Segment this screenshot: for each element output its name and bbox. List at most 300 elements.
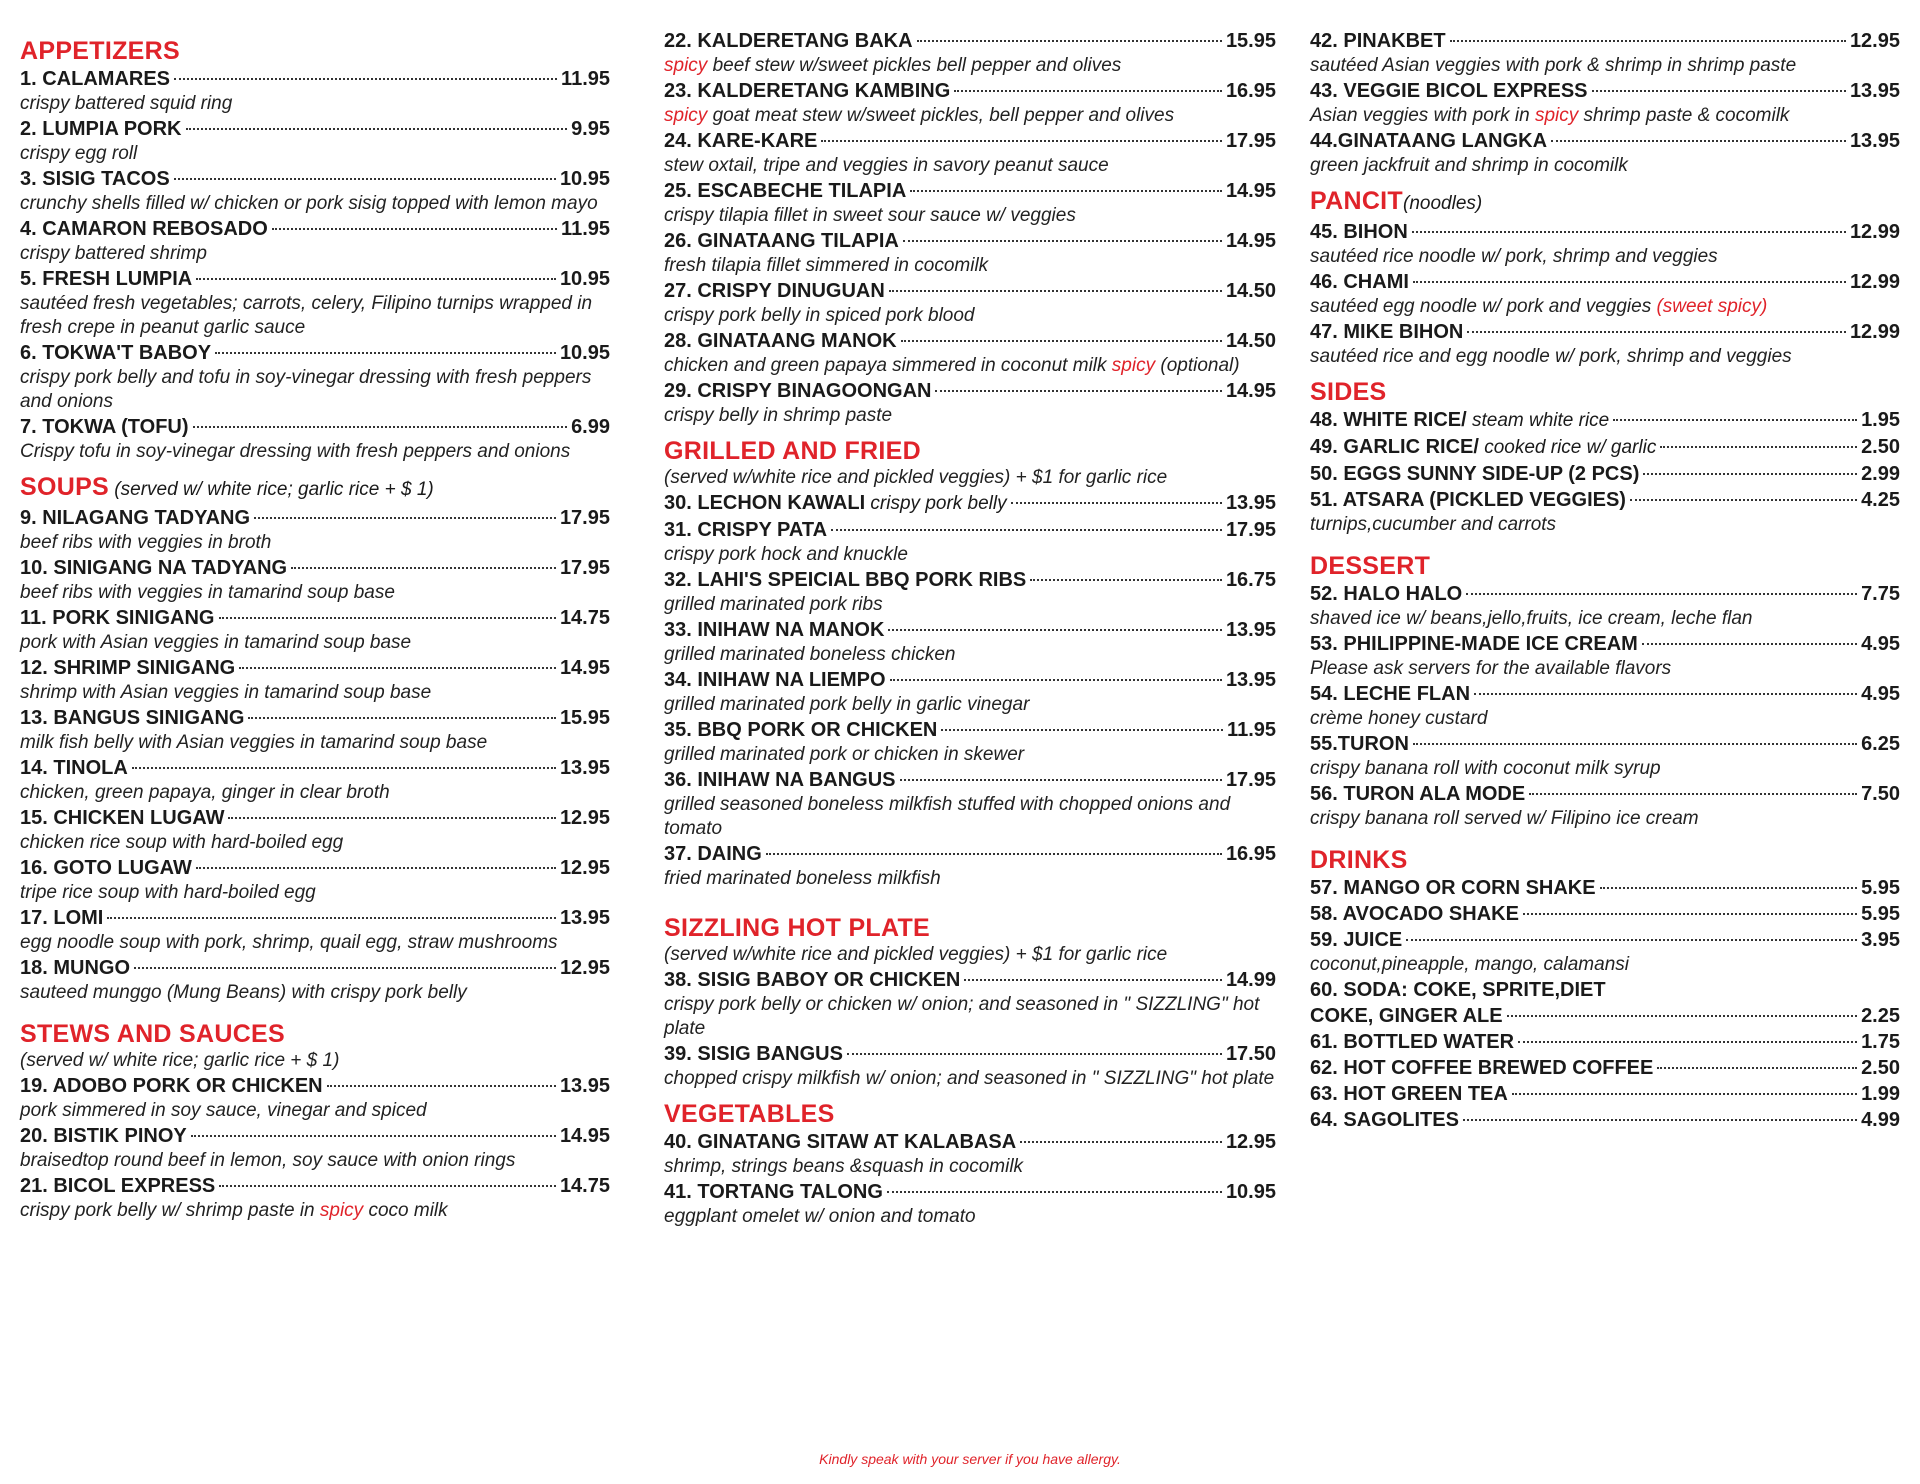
menu-section (20, 36, 610, 464)
menu-item-row (1310, 407, 1900, 434)
menu-item (20, 505, 610, 555)
menu-item-description: turnips,cucumber and carrots (1310, 514, 1557, 535)
menu-item (20, 755, 610, 805)
menu-item-description: stew oxtail, tripe and veggies in savory peanut sauce (664, 155, 1109, 176)
menu-item-row (1310, 781, 1900, 807)
menu-item-row (664, 567, 1276, 593)
menu-item-price: 12.95 (1849, 30, 1900, 52)
menu-item-description (1310, 295, 1900, 319)
menu-item-inline-desc: crispy pork belly (865, 493, 1007, 514)
dot-leader (910, 190, 1222, 192)
menu-item-description: chicken, green papaya, ginger in clear broth (20, 782, 390, 803)
menu-item-description: chopped crispy milkfish w/ onion; and seasoned in " SIZZLING" hot plate (664, 1068, 1275, 1089)
menu-item (664, 967, 1276, 1041)
menu-item-name-text: 24. KARE-KARE (664, 130, 818, 152)
section-title-text: APPETIZERS (20, 37, 180, 65)
menu-item-name-text: 47. MIKE BIHON (1310, 321, 1464, 343)
menu-item-row (20, 1073, 610, 1099)
menu-item-inline-desc: steam white rice (1466, 410, 1610, 431)
menu-item-name (1310, 407, 1609, 434)
menu-item (664, 717, 1276, 767)
menu-item-name (1310, 128, 1547, 154)
menu-item-price: 14.50 (1225, 280, 1276, 302)
menu-item-name-text: 14. TINOLA (20, 757, 128, 779)
menu-item-row (1310, 631, 1900, 657)
menu-item-row (664, 841, 1276, 867)
dot-leader (889, 290, 1222, 292)
menu-item-row (1310, 901, 1900, 927)
menu-item (1310, 219, 1900, 269)
dot-leader (239, 667, 556, 669)
dot-leader (174, 178, 556, 180)
menu-item-price: 14.50 (1225, 330, 1276, 352)
menu-item-name (20, 505, 250, 531)
menu-item-name-text: 25. ESCABECHE TILAPIA (664, 180, 907, 202)
dot-leader (847, 1053, 1222, 1055)
section-subtitle: (served w/ white rice; garlic rice + $ 1) (109, 479, 434, 500)
dot-leader (196, 867, 556, 869)
menu-item-row (1310, 461, 1900, 487)
menu-item-name (1310, 1055, 1653, 1081)
dot-leader (1551, 140, 1846, 142)
description-text: coco milk (363, 1200, 448, 1221)
menu-item-price: 14.95 (559, 657, 610, 679)
menu-item-name (20, 1073, 323, 1099)
menu-item-name (664, 517, 827, 543)
menu-item-name (1310, 927, 1402, 953)
section-note: (served w/white rice and pickled veggies) + $1 for garlic rice (664, 467, 1168, 488)
menu-section (1310, 28, 1900, 178)
menu-item (1310, 927, 1900, 977)
menu-item-name (20, 414, 189, 440)
menu-item (20, 216, 610, 266)
menu-item-row (664, 278, 1276, 304)
menu-item-price: 13.95 (1225, 669, 1276, 691)
menu-item-name (664, 128, 817, 154)
dot-leader (1630, 499, 1857, 501)
dot-leader (193, 426, 568, 428)
description-text: (optional) (1155, 355, 1240, 376)
menu-item-name (1310, 269, 1409, 295)
menu-item-description: grilled seasoned boneless milkfish stuffed with chopped onions and tomato (664, 794, 1231, 839)
section-title (20, 36, 610, 66)
menu-item-name-text: 29. CRISPY BINAGOONGAN (664, 380, 932, 402)
menu-item (1310, 1081, 1900, 1107)
menu-item-price: 13.95 (1225, 492, 1276, 514)
menu-item-description: crispy battered squid ring (20, 93, 233, 114)
section-title (1310, 377, 1900, 407)
menu-item-description: Please ask servers for the available flavors (1310, 658, 1672, 679)
menu-item-name (664, 967, 960, 993)
menu-item-price: 15.95 (559, 707, 610, 729)
menu-item-name-text: 39. SISIG BANGUS (664, 1043, 843, 1065)
section-title-text: SIDES (1310, 378, 1387, 406)
menu-item (664, 28, 1276, 78)
menu-item-price: 6.25 (1861, 733, 1900, 755)
menu-item-row (664, 617, 1276, 643)
menu-item-price: 16.95 (1225, 80, 1276, 102)
menu-item-name-text: 15. CHICKEN LUGAW (20, 807, 225, 829)
menu-item-description: shaved ice w/ beans,jello,fruits, ice cream, leche flan (1310, 608, 1753, 629)
description-text: goat meat stew w/sweet pickles, bell pepper and olives (707, 105, 1175, 126)
menu-item (664, 78, 1276, 128)
menu-item-name-text: 62. HOT COFFEE BREWED COFFEE (1310, 1057, 1654, 1079)
menu-item-price: 10.95 (559, 168, 610, 190)
menu-item-price: 4.95 (1861, 683, 1900, 705)
dot-leader (1523, 913, 1857, 915)
menu-item-price: 13.95 (559, 907, 610, 929)
menu-item-row (664, 967, 1276, 993)
menu-item-row (1310, 269, 1900, 295)
menu-item-name-text: 28. GINATAANG MANOK (664, 330, 897, 352)
menu-item-price: 13.95 (1225, 619, 1276, 641)
menu-item-row (20, 955, 610, 981)
menu-item-description: crispy belly in shrimp paste (664, 405, 893, 426)
menu-item-price: 14.75 (559, 607, 610, 629)
menu-item-row (1310, 1055, 1900, 1081)
dot-leader (901, 340, 1222, 342)
menu-item-row (1310, 219, 1900, 245)
menu-item-name (1310, 1003, 1503, 1029)
menu-item-name-text: 52. HALO HALO (1310, 583, 1463, 605)
menu-item (1310, 434, 1900, 461)
menu-item-row (664, 28, 1276, 54)
dot-leader (1507, 1015, 1857, 1017)
menu-item-price: 14.95 (559, 1125, 610, 1147)
menu-item-name (20, 1123, 187, 1149)
menu-item-name (664, 378, 931, 404)
section-title-text: SOUPS (20, 473, 110, 501)
menu-item-row (20, 805, 610, 831)
menu-item-description: pork simmered in soy sauce, vinegar and spiced (20, 1100, 427, 1121)
menu-item (1310, 875, 1900, 901)
dot-leader (1463, 1119, 1857, 1121)
menu-item-price: 12.99 (1849, 221, 1900, 243)
menu-item-row (1310, 487, 1900, 513)
dot-leader (272, 228, 557, 230)
menu-item-description: sautéed fresh vegetables; carrots, celery, Filipino turnips wrapped in fresh crepe in peanut garlic sauce (20, 293, 593, 338)
menu-item-row (664, 517, 1276, 543)
menu-item-price: 4.95 (1861, 633, 1900, 655)
menu-item-price: 9.95 (571, 118, 610, 140)
menu-item (20, 605, 610, 655)
menu-item-price: 17.50 (1225, 1043, 1276, 1065)
menu-item (20, 66, 610, 116)
menu-item-description: sautéed Asian veggies with pork & shrimp in shrimp paste (1310, 55, 1797, 76)
dot-leader (291, 567, 556, 569)
section-title-text: STEWS AND SAUCES (20, 1020, 286, 1048)
menu-item-description: sautéed rice noodle w/ pork, shrimp and veggies (1310, 246, 1718, 267)
menu-item (664, 1129, 1276, 1179)
menu-item-name-line: 60. SODA: COKE, SPRITE,DIET (1310, 979, 1606, 1001)
menu-section (664, 436, 1276, 891)
menu-item-description (664, 354, 1276, 378)
menu-item (664, 278, 1276, 328)
spicy-label: spicy (1534, 105, 1579, 126)
menu-item-name (1310, 461, 1639, 487)
menu-item-price: 1.75 (1861, 1031, 1900, 1053)
menu-item-description: egg noodle soup with pork, shrimp, quail egg, straw mushrooms (20, 932, 558, 953)
dot-leader (887, 1191, 1222, 1193)
dot-leader (964, 979, 1222, 981)
menu-item-row (1310, 875, 1900, 901)
dot-leader (1413, 743, 1857, 745)
menu-item-price: 7.50 (1861, 783, 1900, 805)
menu-item (1310, 781, 1900, 831)
menu-item-price: 1.99 (1861, 1083, 1900, 1105)
menu-item-description: grilled marinated pork or chicken in skewer (664, 744, 1025, 765)
menu-item (20, 116, 610, 166)
menu-item-description: shrimp with Asian veggies in tamarind soup base (20, 682, 432, 703)
menu-item-name (20, 955, 130, 981)
menu-item-name-text: 41. TORTANG TALONG (664, 1181, 883, 1203)
menu-item-name (1310, 581, 1462, 607)
menu-item-name (20, 166, 170, 192)
description-text: sautéed egg noodle w/ pork and veggies (1310, 296, 1657, 317)
menu-item-row (20, 705, 610, 731)
menu-item-price: 7.75 (1861, 583, 1900, 605)
menu-item-name (20, 216, 268, 242)
menu-item-name-text: 46. CHAMI (1310, 271, 1409, 293)
menu-item-description: crunchy shells filled w/ chicken or pork sisig topped with lemon mayo (20, 193, 598, 214)
menu-item (664, 128, 1276, 178)
menu-item-description: crème honey custard (1310, 708, 1488, 729)
menu-item (1310, 28, 1900, 78)
menu-item-name-text: 5. FRESH LUMPIA (20, 268, 193, 290)
menu-item-name-text: 17. LOMI (20, 907, 104, 929)
menu-item-name (1310, 1107, 1459, 1133)
menu-item-name-text: 49. GARLIC RICE/ (1310, 436, 1479, 458)
menu-item-row (664, 1041, 1276, 1067)
menu-item-name-text: 21. BICOL EXPRESS (20, 1175, 216, 1197)
menu-item-description: crispy banana roll with coconut milk syrup (1310, 758, 1661, 779)
menu-item-price: 1.95 (1861, 409, 1900, 431)
spicy-label: spicy (664, 55, 708, 76)
dot-leader (1642, 643, 1857, 645)
section-title (1310, 551, 1900, 581)
menu-item-price: 6.99 (571, 416, 610, 438)
menu-item-name-text: 48. WHITE RICE/ (1310, 409, 1467, 431)
menu-item-price: 12.95 (559, 807, 610, 829)
menu-item-row (1310, 1081, 1900, 1107)
menu-item-name (664, 617, 884, 643)
menu-item-name (664, 841, 762, 867)
menu-item (20, 1173, 610, 1223)
dot-leader (1643, 473, 1857, 475)
menu-item-price: 12.95 (1225, 1131, 1276, 1153)
menu-item-name (20, 905, 103, 931)
dot-leader (107, 917, 556, 919)
menu-item-price: 14.75 (559, 1175, 610, 1197)
menu-item-name-text: 51. ATSARA (PICKLED VEGGIES) (1310, 489, 1626, 511)
section-title (664, 436, 1276, 466)
menu-item-price: 17.95 (1225, 519, 1276, 541)
menu-item-row (20, 755, 610, 781)
menu-item-description: crispy egg roll (20, 143, 138, 164)
menu-item-row (20, 605, 610, 631)
menu-section (1310, 377, 1900, 537)
dot-leader (1657, 1067, 1857, 1069)
menu-item-price: 12.95 (559, 857, 610, 879)
menu-item-name-text: 26. GINATAANG TILAPIA (664, 230, 899, 252)
menu-item-description: crispy tilapia fillet in sweet sour sauce w/ veggies (664, 205, 1076, 226)
menu-item-name (1310, 1029, 1514, 1055)
menu-item-price: 4.25 (1861, 489, 1900, 511)
menu-item-name-text: 9. NILAGANG TADYANG (20, 507, 251, 529)
menu-item-price: 14.99 (1225, 969, 1276, 991)
menu-item-name-text: 23. KALDERETANG KAMBING (664, 80, 951, 102)
spicy-label: spicy (319, 1200, 364, 1221)
menu-item-name (1310, 1081, 1508, 1107)
menu-item (664, 841, 1276, 891)
dot-leader (1518, 1041, 1857, 1043)
menu-item-name-text: 40. GINATANG SITAW AT KALABASA (664, 1131, 1017, 1153)
menu-item-name-text: 61. BOTTLED WATER (1310, 1031, 1515, 1053)
menu-item-name-text: 42. PINAKBET (1310, 30, 1446, 52)
menu-item (1310, 1055, 1900, 1081)
menu-item-name-text: 36. INIHAW NA BANGUS (664, 769, 896, 791)
menu-item (664, 1041, 1276, 1091)
menu-item-name-text: 16. GOTO LUGAW (20, 857, 192, 879)
menu-item-name-text: 53. PHILIPPINE-MADE ICE CREAM (1310, 633, 1638, 655)
menu-item-price: 13.95 (1849, 80, 1900, 102)
menu-item-row (20, 340, 610, 366)
menu-item-row (664, 1179, 1276, 1205)
dot-leader (186, 128, 568, 130)
dot-leader (1474, 693, 1857, 695)
menu-item-name (664, 1041, 843, 1067)
menu-item-name-text: 19. ADOBO PORK OR CHICKEN (20, 1075, 323, 1097)
menu-item (1310, 731, 1900, 781)
menu-item-name (20, 66, 170, 92)
section-title-text: SIZZLING HOT PLATE (664, 914, 931, 942)
menu-item-description: beef ribs with veggies in broth (20, 532, 272, 553)
menu-item-name (664, 278, 885, 304)
menu-item (20, 905, 610, 955)
menu-section (664, 28, 1276, 428)
menu-section (20, 472, 610, 1005)
menu-section (664, 913, 1276, 1091)
section-note: (served w/ white rice; garlic rice + $ 1) (20, 1050, 340, 1071)
menu-item-price: 17.95 (559, 507, 610, 529)
menu-item-name-text: 50. EGGS SUNNY SIDE-UP (2 PCS) (1310, 463, 1640, 485)
menu-item-description (664, 104, 1276, 128)
section-title-text: VEGETABLES (664, 1100, 835, 1128)
dot-leader (888, 629, 1222, 631)
menu-item-description: grilled marinated boneless chicken (664, 644, 956, 665)
menu-item-description: milk fish belly with Asian veggies in tamarind soup base (20, 732, 488, 753)
menu-item (1310, 1029, 1900, 1055)
menu-item-row (20, 1173, 610, 1199)
spicy-label: (sweet spicy) (1656, 296, 1768, 317)
menu-item-row (664, 1129, 1276, 1155)
menu-item-description: fresh tilapia fillet simmered in cocomilk (664, 255, 989, 276)
menu-item-row (20, 505, 610, 531)
section-title-text: DESSERT (1310, 552, 1431, 580)
menu-item (1310, 319, 1900, 369)
menu-item-name (664, 767, 896, 793)
dot-leader (1466, 593, 1857, 595)
menu-item-name-text: 18. MUNGO (20, 957, 131, 979)
description-text: beef stew w/sweet pickles bell pepper and olives (707, 55, 1122, 76)
dot-leader (1413, 281, 1846, 283)
menu-item-row (20, 166, 610, 192)
dot-leader (1412, 231, 1846, 233)
menu-item-price: 11.95 (561, 68, 610, 90)
menu-item-name (1310, 875, 1596, 901)
dot-leader (1467, 331, 1846, 333)
menu-item (664, 490, 1276, 517)
menu-item-row (20, 555, 610, 581)
description-text: crispy pork belly w/ shrimp paste in (20, 1200, 320, 1221)
dot-leader (228, 817, 555, 819)
section-subtitle: (noodles) (1403, 193, 1483, 214)
menu-item-description: sauteed munggo (Mung Beans) with crispy pork belly (20, 982, 467, 1003)
menu-item-row (664, 490, 1276, 517)
section-title-text: DRINKS (1310, 846, 1408, 874)
menu-item-name-text: 31. CRISPY PATA (664, 519, 828, 541)
menu-item-description: grilled marinated pork belly in garlic vinegar (664, 694, 1030, 715)
section-title (664, 913, 1276, 943)
section-title (1310, 186, 1900, 219)
menu-item-name-text: 10. SINIGANG NA TADYANG (20, 557, 288, 579)
dot-leader (1020, 1141, 1222, 1143)
section-title-text: PANCIT (1310, 187, 1403, 215)
menu-item (20, 340, 610, 414)
menu-item-name (1310, 731, 1409, 757)
menu-item-name-text: 11. PORK SINIGANG (20, 607, 215, 629)
menu-item-name-text: 7. TOKWA (TOFU) (20, 416, 189, 438)
menu-item-price: 10.95 (559, 268, 610, 290)
menu-section (1310, 186, 1900, 369)
menu-item (1310, 407, 1900, 434)
menu-item-row (1310, 128, 1900, 154)
section-title (20, 472, 610, 505)
menu-item-name (1310, 78, 1588, 104)
menu-item-price: 11.95 (561, 218, 610, 240)
menu-item (20, 655, 610, 705)
menu-item-price: 3.95 (1861, 929, 1900, 951)
dot-leader (248, 717, 555, 719)
dot-leader (890, 679, 1222, 681)
menu-item-description: grilled marinated pork ribs (664, 594, 883, 615)
menu-item (20, 414, 610, 464)
menu-item-row (664, 328, 1276, 354)
menu-item (664, 328, 1276, 378)
dot-leader (327, 1085, 556, 1087)
menu-item (1310, 487, 1900, 537)
dot-leader (903, 240, 1222, 242)
menu-item-description: crispy pork belly or chicken w/ onion; and seasoned in " SIZZLING" hot plate (664, 994, 1260, 1039)
section-title (1310, 845, 1900, 875)
menu-item-description: crispy banana roll served w/ Filipino ice cream (1310, 808, 1699, 829)
menu-column-1 (20, 28, 610, 1223)
menu-item-description: sautéed rice and egg noodle w/ pork, shrimp and veggies (1310, 346, 1792, 367)
menu-item (20, 855, 610, 905)
menu-item-inline-desc: cooked rice w/ garlic (1478, 437, 1657, 458)
menu-item-price: 15.95 (1225, 30, 1276, 52)
menu-item (1310, 681, 1900, 731)
menu-item-row (664, 228, 1276, 254)
menu-item-row (664, 178, 1276, 204)
dot-leader (1592, 90, 1846, 92)
menu-item (664, 567, 1276, 617)
menu-item-row (664, 767, 1276, 793)
dot-leader (215, 352, 556, 354)
menu-item-name-text: 64. SAGOLITES (1310, 1109, 1459, 1131)
menu-item (1310, 631, 1900, 681)
dot-leader (132, 767, 556, 769)
